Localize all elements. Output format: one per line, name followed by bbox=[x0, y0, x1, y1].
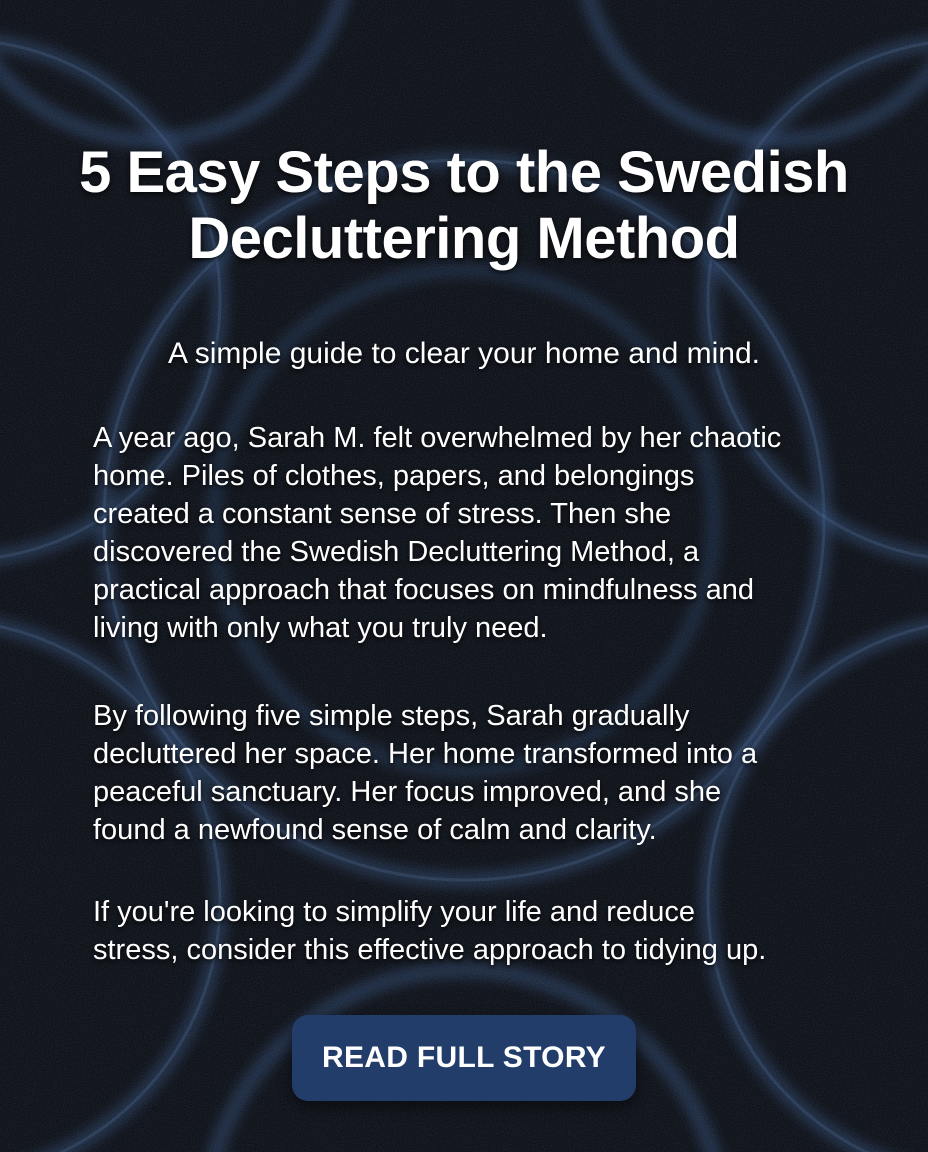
story-paragraph-2 bbox=[93, 697, 883, 849]
story-paragraph-3 bbox=[93, 893, 883, 969]
page-title bbox=[40, 140, 888, 272]
paragraph-line: discovered the Swedish Decluttering Method, a bbox=[93, 536, 700, 568]
paragraph-line: If you're looking to simplify your life and reduce bbox=[93, 896, 695, 928]
read-full-story-button[interactable]: READ FULL STORY bbox=[292, 1015, 636, 1101]
paragraph-line: By following five simple steps, Sarah gradually bbox=[93, 700, 690, 732]
paragraph-line: practical approach that focuses on mindfulness and bbox=[93, 574, 754, 606]
paragraph-line: A year ago, Sarah M. felt overwhelmed by her chaotic bbox=[93, 422, 782, 454]
paragraph-line: decluttered her space. Her home transformed into a bbox=[93, 738, 758, 770]
title-line: Decluttering Method bbox=[188, 206, 740, 271]
paragraph-line: home. Piles of clothes, papers, and belongings bbox=[93, 460, 695, 492]
subtitle: A simple guide to clear your home and mind. bbox=[168, 337, 760, 370]
paragraph-line: created a constant sense of stress. Then she bbox=[93, 498, 672, 530]
paragraph-line: living with only what you truly need. bbox=[93, 612, 548, 644]
paragraph-line: found a newfound sense of calm and clarity. bbox=[93, 814, 657, 846]
paragraph-line: peaceful sanctuary. Her focus improved, and she bbox=[93, 776, 722, 808]
story-paragraph-1 bbox=[93, 419, 883, 647]
paragraph-line: stress, consider this effective approach to tidying up. bbox=[93, 934, 767, 966]
title-line: 5 Easy Steps to the Swedish bbox=[79, 140, 849, 205]
